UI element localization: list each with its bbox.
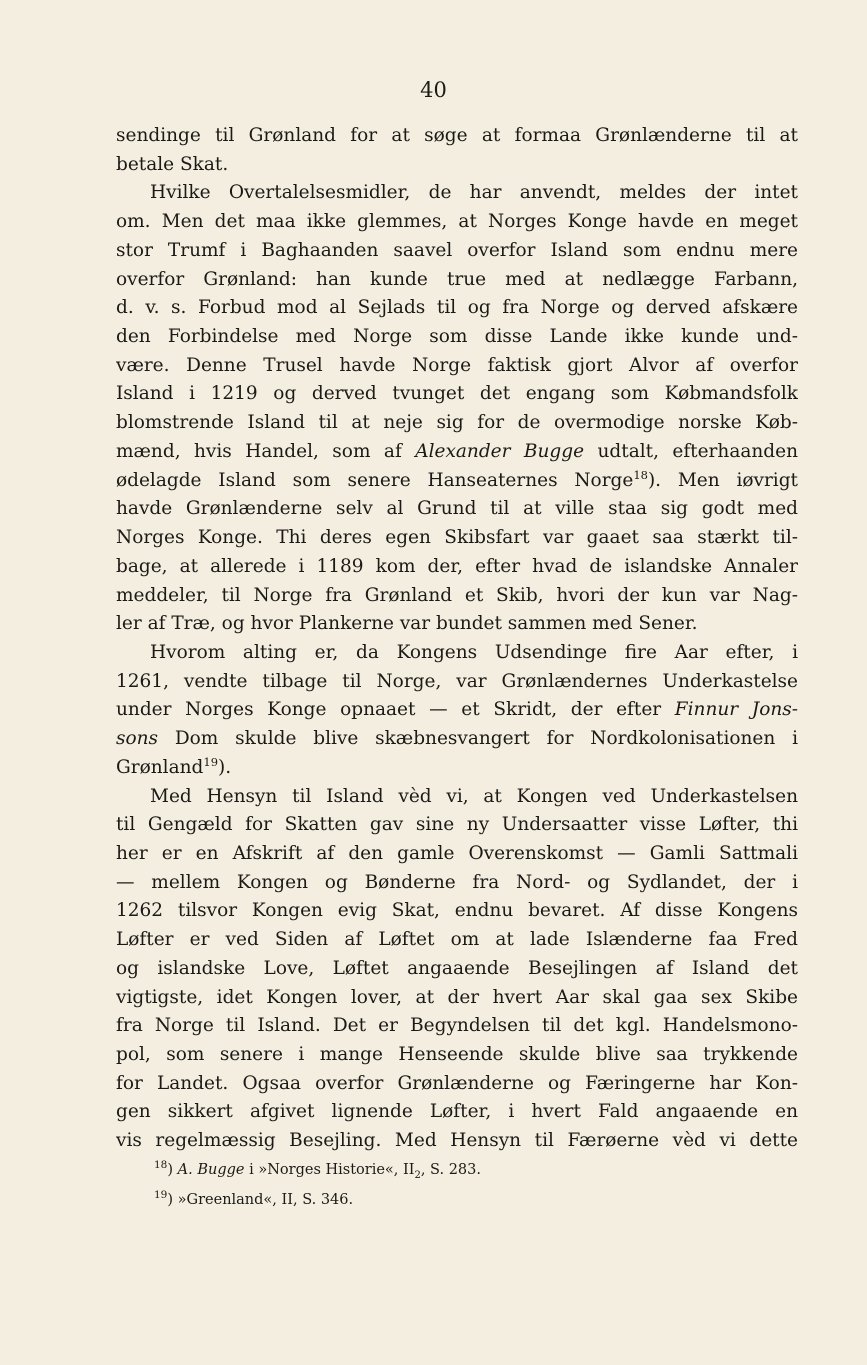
text-line: fra Norge til Island. Det er Begyndelsen til det kgl. Handelsmono- [116,1015,798,1037]
footnotes [154,1158,654,1213]
text-line: være. Denne Trusel havde Norge faktisk gjort Alvor af overfor [116,354,798,376]
text-line: sons Dom skulde blive skæbnesvangert for Nordkolonisationen i [116,728,798,750]
text-line: meddeler, til Norge fra Grønland et Skib, hvori der kun var Nag- [116,584,798,606]
text-line: vigtigste, idet Kongen lover, at der hvert Aar skal gaa sex Skibe [116,986,798,1008]
footnote [154,1158,654,1188]
text-line: Med Hensyn til Island vèd vi, at Kongen ved Underkastelsen [150,785,798,807]
text-line: Hvorom alting er, da Kongens Udsendinge fire Aar efter, i [150,641,798,663]
footnote [154,1188,654,1213]
text-line: d. v. s. Forbud mod al Sejlads til og fra Norge og derved afskære [116,297,798,319]
text-line: sendinge til Grønland for at søge at formaa Grønlænderne til at [116,125,798,146]
text-line: stor Trumf i Baghaanden saavel overfor Island som endnu mere [116,239,798,261]
text-line: bage, at allerede i 1189 kom der, efter hvad de islandske Annaler [116,555,798,577]
footnote-mark: 19 [154,1189,168,1202]
text-line: Norges Konge. Thi deres egen Skibsfart var gaaet saa stærkt til- [116,527,798,549]
text-line: og islandske Love, Løftet angaaende Besejlingen af Island det [116,957,798,979]
text-line: blomstrende Island til at neje sig for de overmodige norske Køb- [116,412,798,434]
text-line: pol, som senere i mange Henseende skulde blive saa trykkende [116,1044,798,1065]
text-line: ødelagde Island som senere Hanseaternes Norge$^{18}$). Men iøvrigt [116,467,798,491]
text-line: 1262 tilsvor Kongen evig Skat, endnu bevaret. Af disse Kongens [116,900,798,922]
text-line: Grønland$^{19}$). [116,754,232,778]
text-line: Løfter er ved Siden af Løftet om at lade Islænderne faa Fred [116,929,798,951]
text-line: — mellem Kongen og Bønderne fra Nord- og Sydlandet, der i [116,871,798,893]
page-number: 40 [420,78,447,102]
text-line: til Gengæld for Skatten gav sine ny Undersaatter visse Løfter, thi [116,814,798,836]
text-line: om. Men det maa ikke glemmes, at Norges Konge havde en meget [116,211,798,233]
body-text [116,122,798,1156]
footnote-text: ) A. Bugge i »Norges Historie«, $II_2$, S. 283. [167,1162,481,1181]
text-line: Island i 1219 og derved tvunget det engang som Købmandsfolk [116,383,798,405]
text-line: under Norges Konge opnaaet — et Skridt, der efter Finnur Jons- [116,699,798,721]
text-line: betale Skat. [116,153,229,175]
footnote-text: ) »Greenland«, II, S. 346. [167,1191,354,1208]
text-line: ler af Træ, og hvor Plankerne var bundet sammen med Sener. [116,613,698,635]
text-line: for Landet. Ogsaa overfor Grønlænderne og Færingerne har Kon- [116,1072,798,1094]
text-line: den Forbindelse med Norge som disse Lande ikke kunde und- [116,326,798,348]
text-line: mænd, hvis Handel, som af Alexander Bugge udtalt, efterhaanden [116,440,798,462]
text-line: havde Grønlænderne selv al Grund til at ville staa sig godt med [116,498,798,520]
footnote-mark: 18 [154,1159,168,1172]
text-line: Hvilke Overtalelsesmidler, de har anvendt, meldes der intet [150,182,798,204]
text-line: gen sikkert afgivet lignende Løfter, i hvert Fald angaaende en [116,1101,798,1123]
text-line: 1261, vendte tilbage til Norge, var Grønlændernes Underkastelse [116,670,798,692]
text-line: vis regelmæssig Besejling. Med Hensyn til Færøerne vèd vi dette [116,1130,798,1152]
text-line: her er en Afskrift af den gamle Overenskomst — Gamli Sattmali [116,842,798,864]
text-line: overfor Grønland: han kunde true med at nedlægge Farbann, [116,268,798,290]
